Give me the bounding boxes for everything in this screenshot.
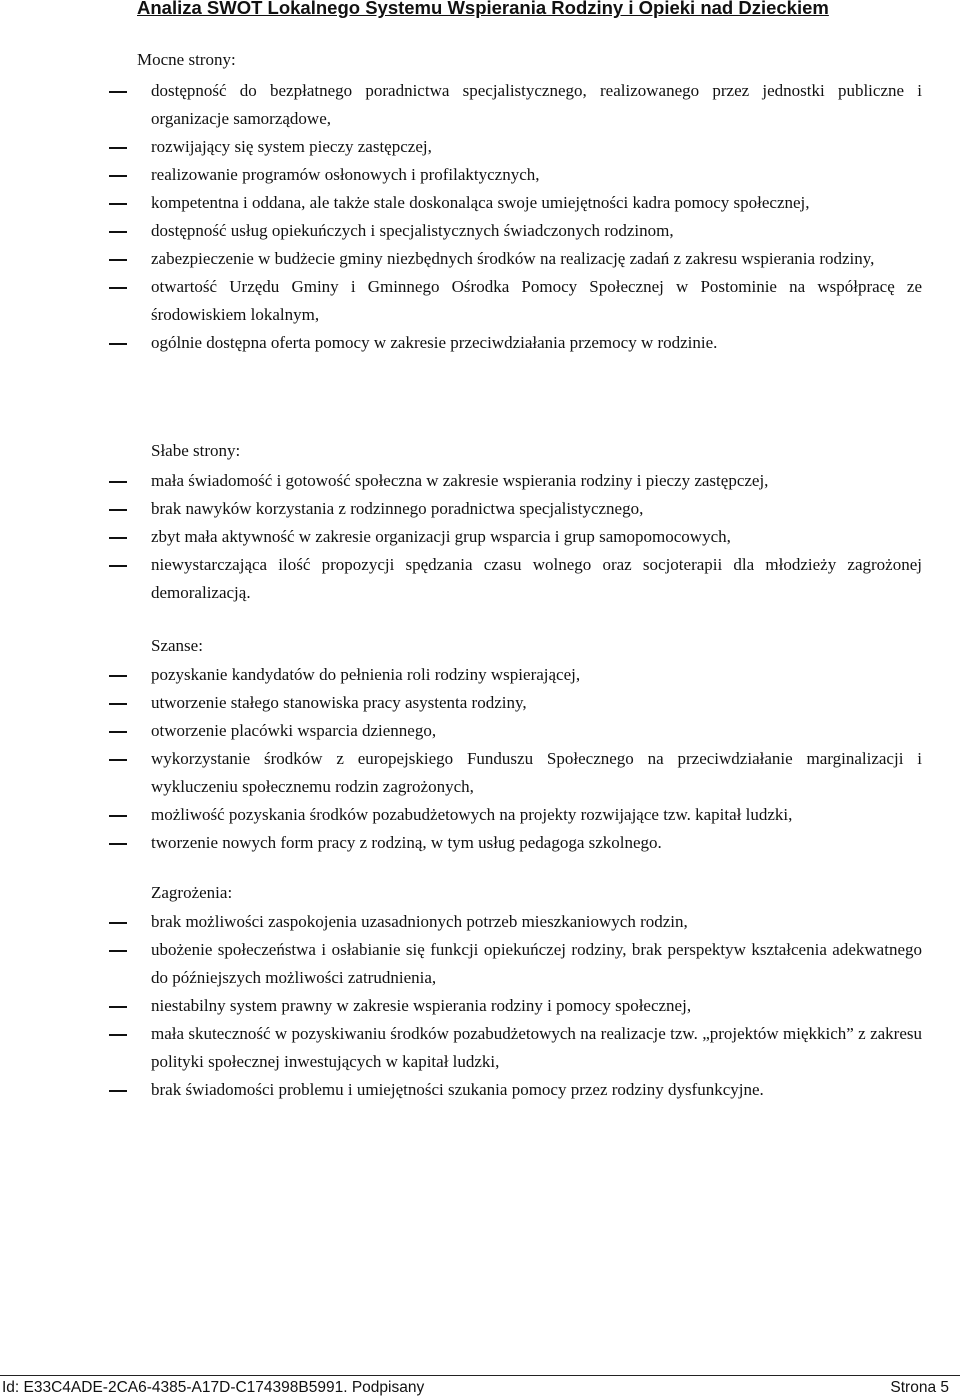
list-item [0, 161, 960, 189]
list-item-text: niestabilny system prawny w zakresie wspierania rodziny i pomocy społecznej, [151, 996, 692, 1015]
list-item [0, 495, 960, 523]
list-item [0, 745, 960, 801]
dash-bullet-icon [109, 231, 127, 233]
list-item-text: dostępność usług opiekuńczych i specjalistycznych świadczonych rodzinom, [151, 221, 674, 240]
list-item [0, 661, 960, 689]
list-item [0, 467, 960, 495]
list-item-text: ogólnie dostępna oferta pomocy w zakresie przeciwdziałania przemocy w rodzinie. [151, 333, 718, 352]
strengths-heading: Mocne strony: [137, 50, 236, 69]
list-item-text: zabezpieczenie w budżecie gminy niezbędnych środków na realizację zadań z zakresu wspierania rodziny, [151, 249, 875, 268]
list-item [0, 551, 960, 607]
dash-bullet-icon [109, 91, 127, 93]
list-item [0, 523, 960, 551]
dash-bullet-icon [109, 1006, 127, 1008]
list-item-text: mała świadomość i gotowość społeczna w zakresie wspierania rodziny i pieczy zastępczej, [151, 471, 769, 490]
list-item [0, 801, 960, 829]
dash-bullet-icon [109, 1034, 127, 1036]
dash-bullet-icon [109, 759, 127, 761]
dash-bullet-icon [109, 259, 127, 261]
list-item-text: realizowanie programów osłonowych i profilaktycznych, [151, 165, 540, 184]
opportunities-heading: Szanse: [151, 636, 203, 655]
page-footer [0, 1375, 960, 1397]
list-item-text: utworzenie stałego stanowiska pracy asystenta rodziny, [151, 693, 527, 712]
dash-bullet-icon [109, 147, 127, 149]
strengths-list [0, 77, 960, 357]
opportunities-list [0, 661, 960, 857]
list-item [0, 133, 960, 161]
dash-bullet-icon [109, 922, 127, 924]
list-item [0, 936, 960, 992]
list-item-text: otwartość Urzędu Gminy i Gminnego Ośrodka Pomocy Społecznej w Postominie na współpracę ze środowiskiem lokalnym, [151, 277, 922, 324]
dash-bullet-icon [109, 343, 127, 345]
dash-bullet-icon [109, 675, 127, 677]
dash-bullet-icon [109, 731, 127, 733]
list-item-text: dostępność do bezpłatnego poradnictwa specjalistycznego, realizowanego przez jednostki publiczne i organizacje samorządowe, [151, 81, 922, 128]
list-item-text: ubożenie społeczeństwa i osłabianie się funkcji opiekuńczej rodziny, brak perspektyw kształcenia adekwatnego do późniejszych możliwości zatrudnienia, [151, 940, 922, 987]
document-title: Analiza SWOT Lokalnego Systemu Wspierania Rodziny i Opieki nad Dzieckiem [137, 0, 829, 18]
list-item-text: brak nawyków korzystania z rodzinnego poradnictwa specjalistycznego, [151, 499, 644, 518]
list-item-text: tworzenie nowych form pracy z rodziną, w tym usług pedagoga szkolnego. [151, 833, 662, 852]
list-item [0, 717, 960, 745]
dash-bullet-icon [109, 481, 127, 483]
document-id-text: Id: E33C4ADE-2CA6-4385-A17D-C174398B5991. Podpisany [2, 1379, 425, 1396]
list-item-text: rozwijający się system pieczy zastępczej, [151, 137, 432, 156]
list-item-text: niewystarczająca ilość propozycji spędzania czasu wolnego oraz socjoterapii dla młodzieży zagrożonej demoralizacją. [151, 555, 922, 602]
list-item-text: otworzenie placówki wsparcia dziennego, [151, 721, 437, 740]
threats-heading: Zagrożenia: [151, 883, 233, 902]
list-item [0, 1076, 960, 1104]
dash-bullet-icon [109, 1090, 127, 1092]
page-number: Strona 5 [890, 1379, 949, 1396]
list-item [0, 829, 960, 857]
list-item [0, 1020, 960, 1076]
weaknesses-heading: Słabe strony: [151, 441, 241, 460]
weaknesses-list [0, 467, 960, 607]
list-item-text: mała skuteczność w pozyskiwaniu środków pozabudżetowych na realizacje tzw. „projektów miękkich” z zakresu polityki społecznej inwestujących w kapitał ludzki, [151, 1024, 922, 1071]
dash-bullet-icon [109, 815, 127, 817]
dash-bullet-icon [109, 843, 127, 845]
dash-bullet-icon [109, 203, 127, 205]
list-item [0, 77, 960, 133]
list-item [0, 992, 960, 1020]
list-item-text: brak możliwości zaspokojenia uzasadnionych potrzeb mieszkaniowych rodzin, [151, 912, 688, 931]
list-item-text: możliwość pozyskania środków pozabudżetowych na projekty rozwijające tzw. kapitał ludzki, [151, 805, 793, 824]
list-item [0, 273, 960, 329]
dash-bullet-icon [109, 537, 127, 539]
threats-list [0, 908, 960, 1104]
list-item [0, 245, 960, 273]
list-item [0, 217, 960, 245]
dash-bullet-icon [109, 509, 127, 511]
dash-bullet-icon [109, 950, 127, 952]
list-item-text: kompetentna i oddana, ale także stale doskonaląca swoje umiejętności kadra pomocy społecznej, [151, 193, 810, 212]
list-item-text: pozyskanie kandydatów do pełnienia roli rodziny wspierającej, [151, 665, 581, 684]
dash-bullet-icon [109, 703, 127, 705]
dash-bullet-icon [109, 175, 127, 177]
list-item-text: wykorzystanie środków z europejskiego Funduszu Społecznego na przeciwdziałanie marginalizacji i wykluczeniu społecznemu rodzin zagrożonych, [151, 749, 922, 796]
list-item-text: brak świadomości problemu i umiejętności szukania pomocy przez rodziny dysfunkcyjne. [151, 1080, 764, 1099]
list-item [0, 689, 960, 717]
list-item [0, 329, 960, 357]
list-item-text: zbyt mała aktywność w zakresie organizacji grup wsparcia i grup samopomocowych, [151, 527, 731, 546]
list-item [0, 908, 960, 936]
dash-bullet-icon [109, 287, 127, 289]
dash-bullet-icon [109, 565, 127, 567]
list-item [0, 189, 960, 217]
